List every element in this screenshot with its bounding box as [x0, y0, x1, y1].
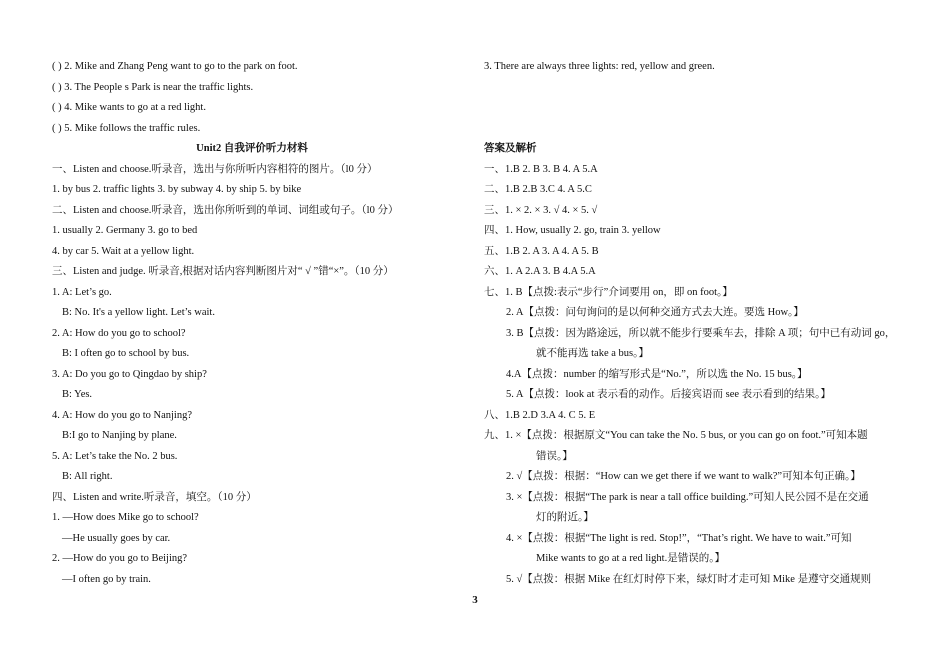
right-column-line: 七、1. B【点拨:表示“步行”介词要用 on，即 on foot。】: [484, 286, 733, 298]
left-column-line: 1. by bus 2. traffic lights 3. by subway 4. by ship 5. by bike: [52, 184, 302, 195]
left-column-line: B: No. It's a yellow light. Let’s wait.: [62, 307, 215, 318]
left-column-line: ( ) 5. Mike follows the traffic rules.: [52, 122, 201, 134]
left-column-line: 三、Listen and judge. 听录音,根据对话内容判断图片对“ √ ”错“×”。（10 分）: [52, 266, 394, 277]
left-column-line: B: All right.: [62, 471, 113, 482]
left-column-line: 四、Listen and write.听录音，填空。（10 分）: [52, 491, 257, 503]
right-column-line: 3. B【点拨：因为路途远，所以就不能步行要乘车去，排除 A 项；句中已有动词 go，: [506, 327, 896, 339]
right-column-line: 2. √【点拨：根据：“How can we get there if we want to walk?”可知本句正确。】: [506, 471, 861, 482]
left-column-line: ( ) 4. Mike wants to go at a red light.: [52, 102, 206, 113]
right-column-line: 就不能再选 take a bus。】: [536, 348, 649, 359]
right-column-line: 4. ×【点拨：根据“The light is red. Stop!”，“That’s right. We have to wait.”可知: [506, 532, 852, 544]
right-column-line: 2. A【点拨：问句询问的是以何种交通方式去大连。要选 How。】: [506, 307, 804, 318]
left-column-line: 5. A: Let’s take the No. 2 bus.: [52, 450, 178, 462]
right-column-line: 一、1.B 2. B 3. B 4. A 5.A: [484, 163, 598, 175]
right-column-line: 3. ×【点拨：根据“The park is near a tall office building.”可知人民公园不是在交通: [506, 491, 869, 503]
right-column-line: 5. A【点拨：look at 表示看的动作。后接宾语而 see 表示看到的结果。】: [506, 389, 831, 400]
left-column-line: 4. A: How do you go to Nanjing?: [52, 409, 192, 421]
left-column-line: B: Yes.: [62, 389, 93, 400]
left-column-line: 一、Listen and choose.听录音，选出与你所听内容相符的图片。（l0 分）: [52, 163, 378, 175]
left-column-line: 二、Listen and choose.听录音，选出你所听到的单词、词组或句子。（l0 分）: [52, 204, 399, 216]
right-column-line: [484, 98, 909, 119]
right-column: [484, 57, 909, 590]
page-number: 3: [472, 594, 478, 606]
right-column-line: 答案及解析: [484, 143, 537, 154]
left-column-line: ( ) 3. The People s Park is near the traffic lights.: [52, 81, 254, 93]
right-column-line: 五、1.B 2. A 3. A 4. A 5. B: [484, 245, 599, 257]
right-column-line: [484, 119, 909, 140]
right-column-line: 八、1.B 2.D 3.A 4. C 5. E: [484, 409, 596, 421]
right-column-line: 灯的附近。】: [536, 512, 594, 523]
left-column-line: 1. usually 2. Germany 3. go to bed: [52, 225, 198, 236]
right-column-line: 九、1. ×【点拨：根据原文“You can take the No. 5 bus, or you can go on foot.”可知本题: [484, 430, 868, 441]
left-column-line: 1. —How does Mike go to school?: [52, 512, 199, 523]
right-column-line: Mike wants to go at a red light.是错误的。】: [536, 553, 725, 564]
left-column-line: B: I often go to school by bus.: [62, 348, 190, 359]
left-column-line: —I often go by train.: [62, 573, 151, 585]
right-column-line: 5. √【点拨：根据 Mike 在红灯时停下来，绿灯时才走可知 Mike 是遵守交通规则: [506, 573, 872, 585]
left-column-line: —He usually goes by car.: [62, 532, 171, 544]
left-column-line: 1. A: Let’s go.: [52, 286, 112, 298]
right-column-line: [484, 78, 909, 99]
left-column-line: ( ) 2. Mike and Zhang Peng want to go to the park on foot.: [52, 61, 298, 72]
right-column-line: 六、1. A 2.A 3. B 4.A 5.A: [484, 266, 596, 277]
left-column-line: 4. by car 5. Wait at a yellow light.: [52, 245, 195, 257]
left-column-line: B:I go to Nanjing by plane.: [62, 430, 177, 441]
left-column-line: 3. A: Do you go to Qingdao by ship?: [52, 368, 207, 380]
left-column-line: 2. —How do you go to Beijing?: [52, 553, 188, 564]
left-column-line: Unit2 自我评价听力材料: [196, 143, 308, 154]
right-column-line: 三、1. × 2. × 3. √ 4. × 5. √: [484, 204, 598, 216]
left-column-line: 2. A: How do you go to school?: [52, 327, 186, 339]
right-column-line: 错误。】: [536, 450, 573, 462]
left-column: [52, 57, 452, 590]
right-column-line: 4.A【点拨：number 的缩写形式是“No.”，所以选 the No. 15 bus。】: [506, 368, 808, 380]
right-column-line: 四、1. How, usually 2. go, train 3. yellow: [484, 225, 661, 236]
right-column-line: 3. There are always three lights: red, yellow and green.: [484, 61, 715, 72]
right-column-line: 二、1.B 2.B 3.C 4. A 5.C: [484, 184, 592, 195]
